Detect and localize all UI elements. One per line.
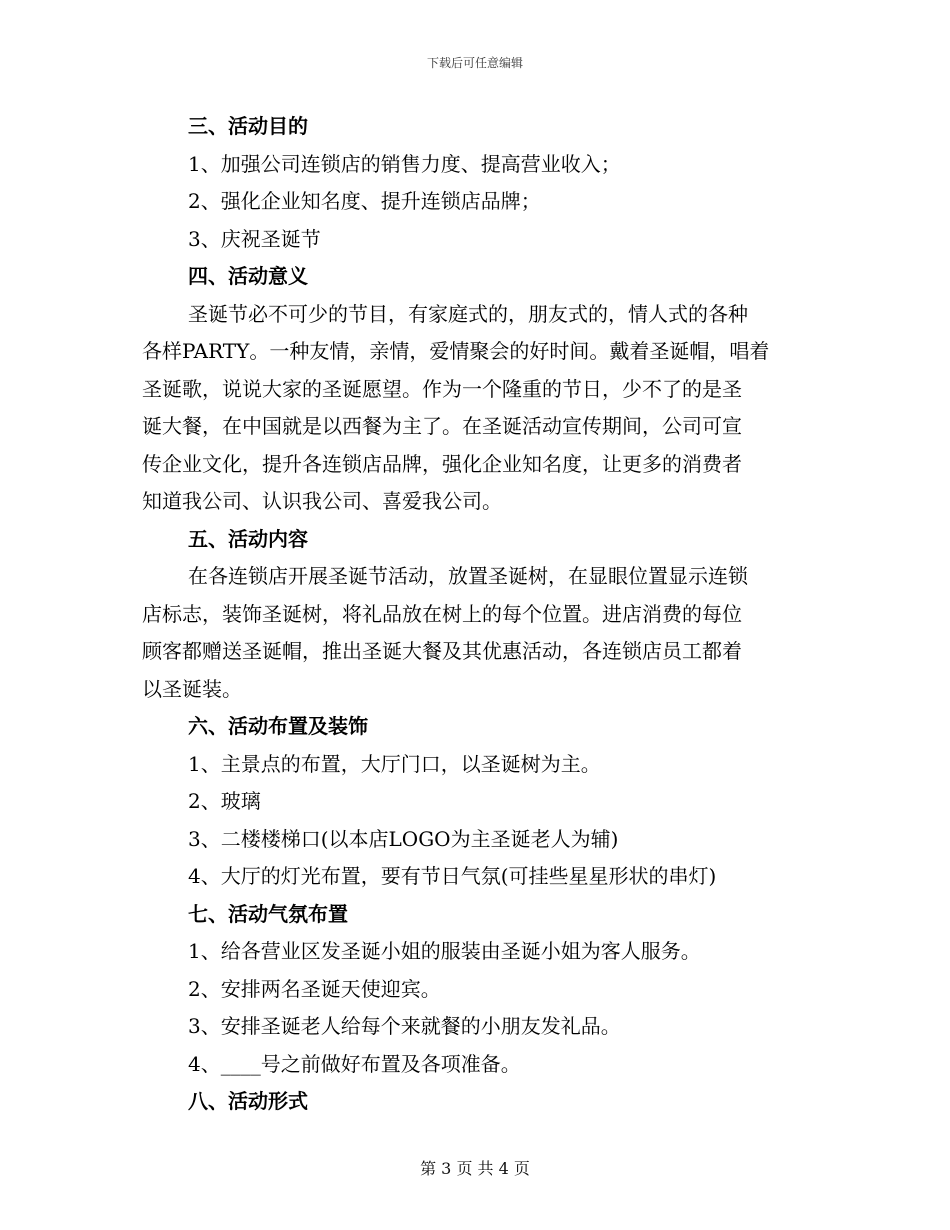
paragraph-line: 在各连锁店开展圣诞节活动，放置圣诞树，在显眼位置显示连锁 [188,564,748,588]
list-item: 4、____号之前做好布置及各项准备。 [188,1051,521,1076]
list-item: 1、主景点的布置，大厅门口，以圣诞树为主。 [188,751,601,776]
section-heading: 七、活动气氛布置 [188,901,348,926]
page-footer: 第 3 页 共 4 页 [420,1159,530,1178]
list-item: 3、庆祝圣诞节 [188,226,321,251]
list-item: 2、安排两名圣诞天使迎宾。 [188,976,441,1001]
list-item: 1、给各营业区发圣诞小姐的服装由圣诞小姐为客人服务。 [188,939,701,963]
page-header: 下载后可任意编辑 [426,56,523,70]
list-item: 1、加强公司连锁店的销售力度、提高营业收入； [188,151,621,176]
section-heading: 六、活动布置及装饰 [188,714,368,738]
paragraph-line: 传企业文化，提升各连锁店品牌，强化企业知名度，让更多的消费者 [142,451,742,476]
document-body [142,108,807,1121]
section-heading: 三、活动目的 [188,114,308,138]
paragraph-line: 圣诞节必不可少的节目，有家庭式的，朋友式的，情人式的各种 [188,301,748,326]
paragraph-line: 顾客都赠送圣诞帽，推出圣诞大餐及其优惠活动，各连锁店员工都着 [142,639,742,663]
section-heading: 五、活动内容 [188,526,308,551]
section-heading: 四、活动意义 [188,264,308,288]
list-item: 3、安排圣诞老人给每个来就餐的小朋友发礼品。 [188,1014,621,1038]
list-item: 2、强化企业知名度、提升连锁店品牌； [188,189,541,213]
paragraph-line: 以圣诞装。 [142,676,242,701]
section-heading: 八、活动形式 [188,1089,308,1113]
paragraph-line: 诞大餐，在中国就是以西餐为主了。在圣诞活动宣传期间，公司可宣 [142,414,742,438]
paragraph-line: 圣诞歌，说说大家的圣诞愿望。作为一个隆重的节日，少不了的是圣 [142,376,742,401]
paragraph-line: 知道我公司、认识我公司、喜爱我公司。 [142,489,502,513]
list-item: 4、大厅的灯光布置，要有节日气氛(可挂些星星形状的串灯) [188,864,717,888]
list-item: 2、玻璃 [188,789,261,813]
paragraph-line: 各样PARTY。一种友情，亲情，爱情聚会的好时间。戴着圣诞帽，唱着 [142,339,770,363]
paragraph-line: 店标志，装饰圣诞树，将礼品放在树上的每个位置。进店消费的每位 [142,601,742,626]
list-item: 3、二楼楼梯口(以本店LOGO为主圣诞老人为辅) [188,826,619,851]
